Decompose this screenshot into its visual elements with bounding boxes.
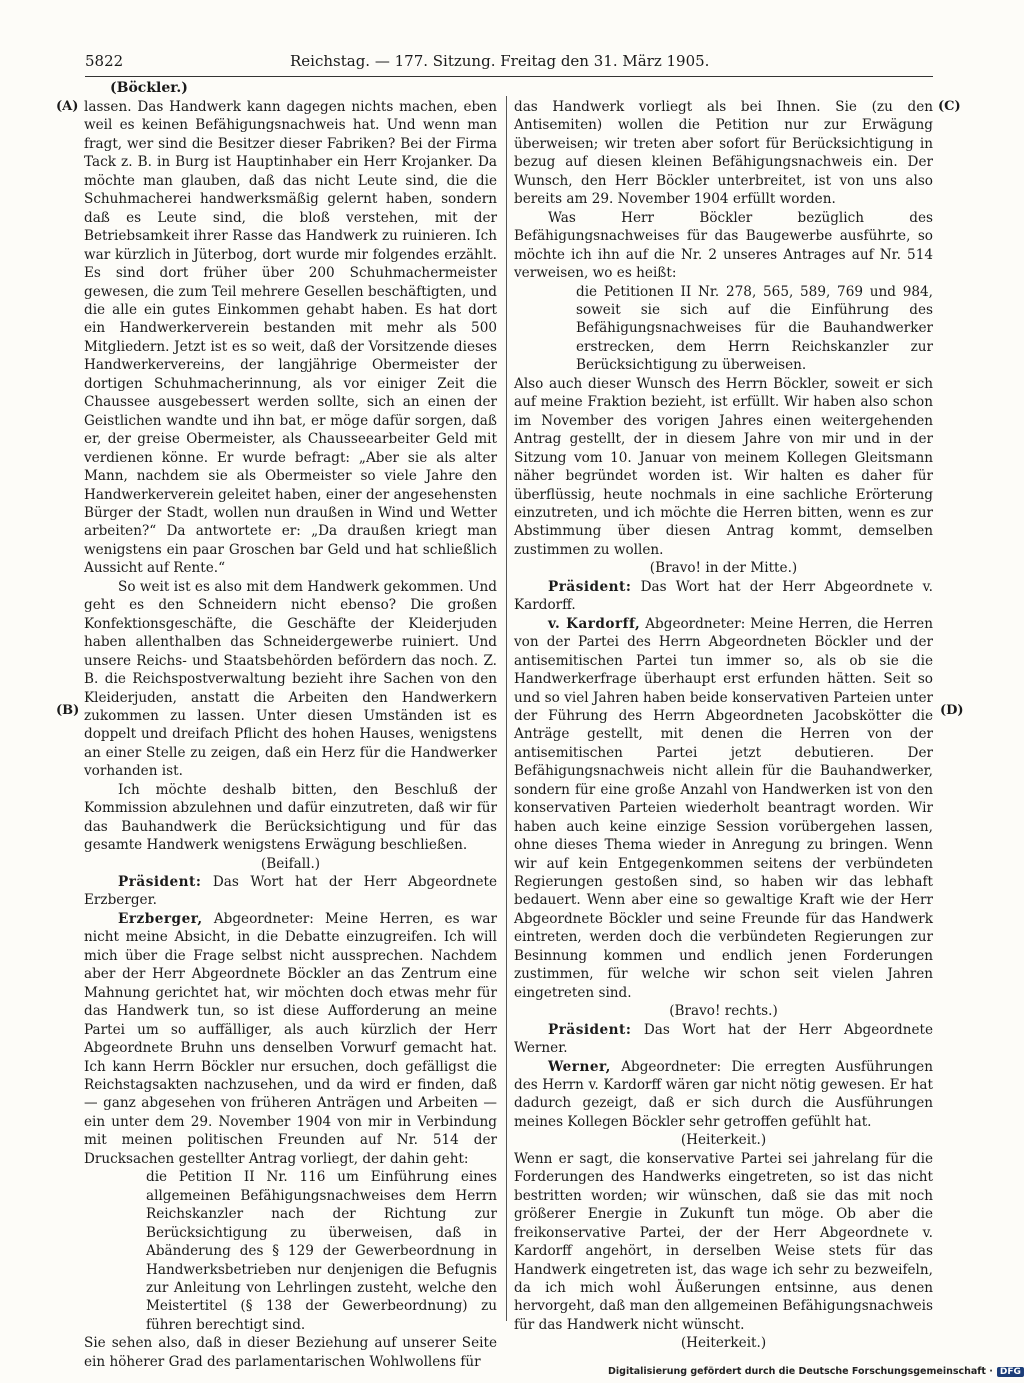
left-column: [84, 98, 497, 1370]
paragraph: So weit ist es also mit dem Handwerk gekommen. Und geht es den Schneidern nicht ebenso? Die großen Konfektionsgeschäfte, die Geschäfte der Kleiderjuden haben allenthalben das Schneidergewerbe ruiniert. Und unsere Reichs- und Staatsbehörden befördern das noch. Z. B. die Reichspostverwaltung bezieht ihre Sachen von den Kleiderjuden, anstatt die Arbeiten den Handwerkern zukommen zu lassen. Unter diesen Umständen ist es doppelt und dreifach Pflicht des hohen Hauses, wenigstens an einer Stelle zu zeigen, daß ein Herz für die Handwerker vorhanden ist.: [84, 578, 497, 780]
digitization-footer: [608, 1366, 1024, 1377]
paragraph: Was Herr Böckler bezüglich des Befähigungsnachweises für das Baugewerbe ausführte, so möchte ich ihn auf die Nr. 2 unseres Antrages auf Nr. 514 verweisen, wo es heißt:: [514, 209, 933, 282]
header-rule: [85, 76, 933, 77]
paragraph: Sie sehen also, daß in dieser Beziehung auf unserer Seite ein höherer Grad des parlamentarischen Wohlwollens für: [84, 1335, 497, 1370]
speaker-paragraph: Präsident: Das Wort hat der Herr Abgeordnete Erzberger.: [84, 874, 497, 909]
speaker-paragraph: Präsident: Das Wort hat der Herr Abgeordnete Werner.: [514, 1021, 933, 1057]
running-title: Reichstag. — 177. Sitzung. Freitag den 31. März 1905.: [290, 52, 710, 70]
margin-mark-c: (C): [938, 99, 961, 114]
speaker-paragraph: Werner, Abgeordneter: Die erregten Ausführungen des Herrn v. Kardorff wären gar nicht nötig gewesen. Er hat dadurch gezeigt, daß er sich durch die Ausführungen meines Kollegen Böckler sehr getroffen gefühlt hat.: [514, 1058, 933, 1130]
page-number: 5822: [85, 52, 124, 70]
margin-mark-b: (B): [56, 703, 80, 718]
speaker-paragraph: Erzberger, Abgeordneter: Meine Herren, es war nicht meine Absicht, in die Debatte einzugreifen. Ich will mich über die Frage selbst nicht aussprechen. Nachdem aber der Herr Abgeordnete Böckler an das Zentrum eine Mahnung gerichtet hat, wir möchten doch etwas mehr für das Handwerk tun, so ist diese Aufforderung an meine Partei um so auffälliger, als auch kürzlich der Herr Abgeordnete Bruhn uns denselben Vorwurf gemacht hat. Ich kann Herrn Böckler nur ersuchen, doch gefälligst die Reichstagsakten nachzusehen, und da wird er finden, daß — ganz abgesehen von früheren Anträgen und Arbeiten — ein unter dem 29. November 1904 von mir in Verbindung mit meinen politischen Freunden auf Nr. 514 der Drucksachen gestellter Antrag vorliegt, der dahin geht:: [84, 910, 497, 1167]
interjection: (Bravo! rechts.): [669, 1003, 778, 1020]
paragraph: Ich möchte deshalb bitten, den Beschluß der Kommission abzulehnen und dafür einzutreten, daß wir für das Bauhandwerk die Berücksichtigung und für das gesamte Handwerk wenigstens Erwägung beschließen.: [84, 781, 497, 854]
interjection: (Beifall.): [260, 855, 321, 872]
interjection: (Bravo! in der Mitte.): [649, 560, 798, 577]
right-column: [514, 98, 933, 1352]
paragraph: Also auch dieser Wunsch des Herrn Böckler, soweit er sich auf meine Fraktion bezieht, ist erfüllt. Wir haben also schon im November des vorigen Jahres einen weitergehenden Antrag gestellt, der in diesem Jahre von mir und in der Sitzung vom 10. Januar von meinem Kollegen Gleitsmann näher begründet worden ist. Wir halten es daher für überflüssig, heute nochmals in eine sachliche Erörterung einzutreten, und ich möchte die Herren bitten, wenn es zur Abstimmung über diesen Antrag kommt, demselben zustimmen zu wollen.: [514, 375, 933, 558]
paragraph: Wenn er sagt, die konservative Partei sei jahrelang für die Forderungen des Handwerks eingetreten, so ist das nicht bestritten worden; wir wünschen, daß sie das mit noch größerer Energie in Zukunft tun möge. Ob aber die freikonservative Partei, der der Herr Abgeordnete v. Kardorff angehört, in derselben Weise stets für das Handwerk eingetreten ist, das wage ich sehr zu bezweifeln, da ich mich wohl Äußerungen entsinne, aus denen hervorgeht, daß man den allgemeinen Befähigungsnachweis für das Handwerk nicht wünscht.: [514, 1150, 933, 1333]
dfg-logo-icon: DFG: [997, 1367, 1024, 1377]
footer-text: Digitalisierung gefördert durch die Deutsche Forschungsgemeinschaft ·: [608, 1366, 993, 1377]
interjection: (Heiterkeit.): [680, 1335, 767, 1352]
margin-mark-a: (A): [56, 99, 79, 114]
speaker-name: Präsident:: [548, 578, 632, 595]
speaker-name: Präsident:: [118, 874, 202, 891]
speaker-name: Werner,: [548, 1058, 611, 1075]
speaker-paragraph: v. Kardorff, Abgeordneter: Meine Herren, die Herren von der Partei des Herrn Abgeordneten Böckler und der antisemitischen Partei tun immer so, als ob sie die Handwerkerfrage überhaupt erst erfunden hätten. Seit so und so viel Jahren haben beide konservativen Parteien unter der Führung des Herrn Abgeordneten Jacobskötter die Anträge gestellt, mit denen die Herren von der antisemitischen Partei jetzt debutieren. Der Befähigungsnachweis nicht allein für die Bauhandwerker, sondern für eine große Anzahl von Handwerken ist von den konservativen Parteien wiederholt beantragt worden. Wir haben auch keine einzige Session vorübergehen lassen, ohne dieses Thema wieder in Anregung zu bringen. Wenn wir auf kein Entgegenkommen seitens der verbündeten Regierungen gestoßen sind, so haben wir das lebhaft bedauert. Wenn aber eine so gewaltige Kraft wie der Herr Abgeordnete Böckler und seine Freunde für das Handwerk eintreten, werden doch die verbündeten Regierungen zur Besinnung kommen und endlich jenen Forderungen zustimmen, für welche wir schon seit vielen Jahren eingetreten sind.: [514, 615, 933, 1001]
quoted-motion: die Petition II Nr. 116 um Einführung eines allgemeinen Befähigungsnachweises dem Herrn Reichskanzler nach der Richtung zur Berücksichtigung zu überweisen, daß in Abänderung des § 129 der Gewerbeordnung in Handwerksbetrieben nur denjenigen die Befugnis zur Anleitung von Lehrlingen zusteht, welche den Meistertitel (§ 138 der Gewerbeordnung) zu führen berechtigt sind.: [146, 1169, 497, 1333]
speaker-heading: (Böckler.): [110, 80, 188, 96]
speaker-name: Erzberger,: [118, 910, 203, 927]
margin-mark-d: (D): [940, 703, 964, 718]
speaker-name: Präsident:: [548, 1021, 632, 1038]
interjection: (Heiterkeit.): [680, 1132, 767, 1149]
paragraph: das Handwerk vorliegt als bei Ihnen. Sie (zu den Antisemiten) wollen die Petition nur zur Erwägung überweisen; wir treten aber sofort für Berücksichtigung in bezug auf diesen kleinen Befähigungsnachweis ein. Der Wunsch, den Herr Böckler unterbreitet, ist von uns also bereits am 29. November 1904 erfüllt worden.: [514, 99, 933, 208]
speaker-paragraph: Präsident: Das Wort hat der Herr Abgeordnete v. Kardorff.: [514, 578, 933, 614]
quoted-motion: die Petitionen II Nr. 278, 565, 589, 769 und 984, soweit sie sich auf die Einführung des Befähigungsnachweises für die Bauhandwerker erstrecken, dem Herrn Reichskanzler zur Berücksichtigung zu überweisen.: [576, 283, 933, 374]
speaker-name: v. Kardorff,: [548, 615, 641, 632]
page-header: [85, 48, 725, 72]
paragraph: lassen. Das Handwerk kann dagegen nichts machen, eben weil es keinen Befähigungsnachweis hat. Und wenn man fragt, wer sind die Besitzer dieser Fabriken? Bei der Firma Tack z. B. in Burg ist Hauptinhaber ein Herr Krojanker. Da möchte man glauben, daß das nicht Leute sind, die die Schuhmacherei handwerksmäßig gelernt haben, sondern daß es Leute sind, die bloß verstehen, mit der Betriebsamkeit ihrer Rasse das Handwerk zu ruinieren. Ich war kürzlich in Jüterbog, dort wurde mir folgendes erzählt. Es sind dort früher über 200 Schuhmachermeister gewesen, die zum Teil mehrere Gesellen beschäftigten, und die alle ein gutes Einkommen gehabt haben. Es hat dort ein Handwerkerverein bestanden mit mehr als 500 Mitgliedern. Jetzt ist es so weit, daß der Vorsitzende dieses Handwerkervereins, der langjährige Obermeister der dortigen Schuhmacherinnung, als vor einiger Zeit die Chaussee ausgebessert werden sollte, sich an einen der Geistlichen wandte und ihn bat, er möge dafür sorgen, daß er, der greise Obermeister, als Chausseearbeiter Geld mit verdienen könne. Er wurde befragt: „Aber sie als alter Mann, nachdem sie als Obermeister so viele Jahre den Handwerkerverein geleitet haben, einer der angesehensten Bürger der Stadt, wollen nun draußen in Wind und Wetter arbeiten?“ Da antwortete er: „Da draußen kriegt man wenigstens ein paar Groschen bar Geld und hat schließlich Aussicht auf Rente.“: [84, 99, 497, 577]
column-divider: [506, 96, 507, 1321]
